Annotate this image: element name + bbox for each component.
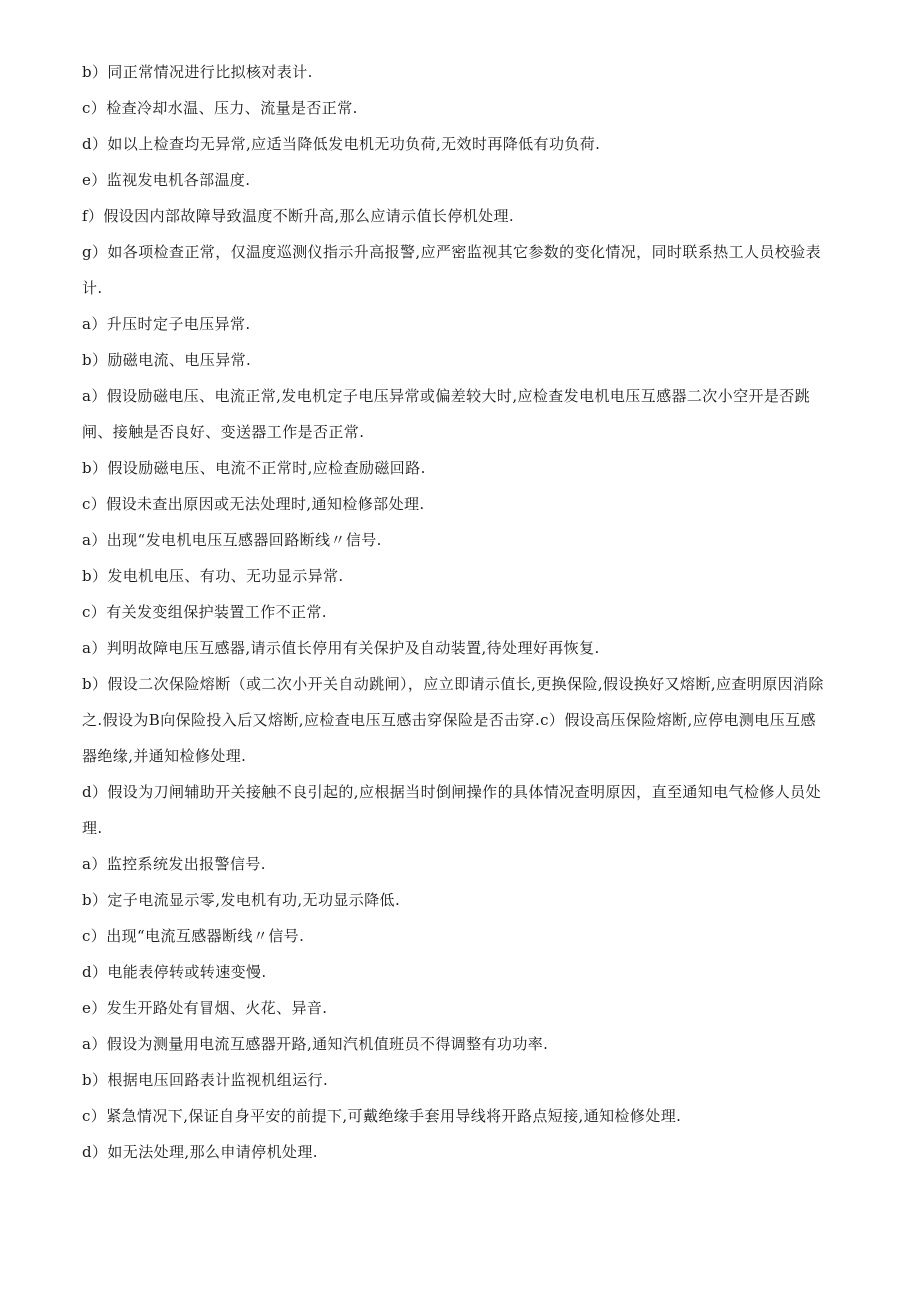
paragraph: d）电能表停转或转速变慢. [82,963,267,981]
paragraph: c）假设未查出原因或无法处理时,通知检修部处理. [82,495,425,513]
paragraph: c）检查冷却水温、压力、流量是否正常. [82,99,358,117]
paragraph: b）发电机电压、有功、无功显示异常. [82,567,344,585]
paragraph: b）同正常情况进行比拟核对表计. [82,63,313,81]
paragraph: c）有关发变组保护装置工作不正常. [82,603,327,621]
paragraph: e）发生开路处有冒烟、火花、异音. [82,999,328,1017]
paragraph: d）如以上检查均无异常,应适当降低发电机无功负荷,无效时再降低有功负荷. [82,135,601,153]
paragraph: a）监控系统发出报警信号. [82,855,266,873]
paragraph: b）励磁电流、电压异常. [82,351,252,369]
paragraph: a）假设励磁电压、电流正常,发电机定子电压异常或偏差较大时,应检查发电机电压互感器二次小空开是否跳闸、接触是否良好、变送器工作是否正常. [82,387,811,441]
paragraph: a）升压时定子电压异常. [82,315,251,333]
paragraph: e）监视发电机各部温度. [82,171,251,189]
paragraph: a）判明故障电压互感器,请示值长停用有关保护及自动装置,待处理好再恢复. [82,639,600,657]
paragraph: a）假设为测量用电流互感器开路,通知汽机值班员不得调整有功功率. [82,1035,549,1053]
paragraph: c）出现“电流互感器断线〃信号. [82,927,305,945]
paragraph: b）假设励磁电压、电流不正常时,应检查励磁回路. [82,459,426,477]
paragraph: f）假设因内部故障导致温度不断升高,那么应请示值长停机处理. [82,207,515,225]
paragraph: d）如无法处理,那么申请停机处理. [82,1143,318,1161]
paragraph: b）假设二次保险熔断（或二次小开关自动跳闸），应立即请示值长,更换保险,假设换好又熔断,应查明原因消除之.假设为B向保险投入后又熔断,应检查电压互感击穿保险是否击穿.c）假设高压保险熔断,应停电测电压互感器绝缘,并通知检修处理. [82,675,824,765]
paragraph: d）假设为刀闸辅助开关接触不良引起的,应根据当时倒闸操作的具体情况查明原因，直至通知电气检修人员处理. [82,783,821,837]
paragraph: g）如各项检查正常，仅温度巡测仪指示升高报警,应严密监视其它参数的变化情况，同时联系热工人员校验表计. [82,243,821,297]
paragraph: b）根据电压回路表计监视机组运行. [82,1071,329,1089]
paragraph: b）定子电流显示零,发电机有功,无功显示降低. [82,891,401,909]
paragraph: a）出现“发电机电压互感器回路断线〃信号. [82,531,382,549]
paragraph: c）紧急情况下,保证自身平安的前提下,可戴绝缘手套用导线将开路点短接,通知检修处理. [82,1107,682,1125]
